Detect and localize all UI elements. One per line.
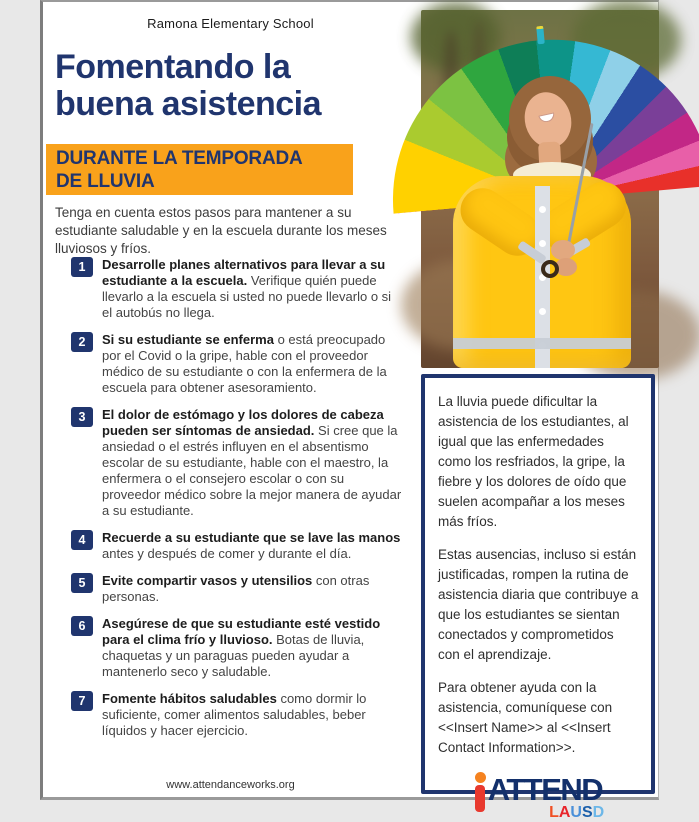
logo-i-dot-icon [475,772,486,783]
step-bold-lead: Desarrolle planes alternativos para llevar a su estudiante a la escuela. [102,257,386,288]
footer-url: www.attendanceworks.org [166,779,295,791]
info-paragraph-2: Estas ausencias, incluso si están justificadas, rompen la rutina de asistencia diaria que contribuye a que los estudiantes se sientan conectados y comprometidos con el aprendizaje. [438,547,639,662]
step-text [102,616,402,680]
step-bold-lead: El dolor de estómago y los dolores de cabeza pueden ser síntomas de ansiedad. [102,407,384,438]
page-title-line2: buena asistencia [55,84,322,123]
step-text [102,332,402,396]
lausd-letter: A [558,804,571,821]
step-rest: Verifique quién puede llevarlo a la escuela si usted no puede llevarlo o si el autobús no llega. [102,273,392,320]
logo-lausd-text [549,804,604,822]
step-rest: con otras personas. [102,573,370,604]
reflective-stripe-graphic [453,338,631,349]
lausd-letter: U [570,804,582,821]
step-bold-lead: Asegúrese de que su estudiante esté vestido para el clima frío y lluvioso. [102,616,381,647]
step-item-7 [71,691,407,739]
step-number-badge: 3 [71,407,93,427]
photo-child-umbrella [421,10,659,368]
step-rest: o está preocupado por el Covid o la gripe, hable con el proveedor médico de su estudiante o con la enfermera de la escuela para obtener asesoramiento. [102,332,387,395]
step-rest: Botas de lluvia, chaquetas y un paraguas pueden ayudar a mantenerlo seco y saludable. [102,632,365,679]
lausd-letter: S [581,804,593,821]
umbrella-handle-graphic [541,260,559,278]
step-item-3 [71,407,407,519]
step-text [102,530,402,562]
lausd-letter: D [592,804,605,821]
step-rest: Si cree que la ansiedad o el estrés influyen en el absentismo escolar de su estudiante, hable con el maestro, la enfermera o el consejero escolar o con su proveedor médico sobre la mejor manera de ayudar a su estudiante. [102,423,402,518]
info-box [421,374,655,821]
season-banner-line2: DE LLUVIA [56,170,155,192]
step-text [102,257,402,321]
step-item-4 [71,530,407,562]
step-bold-lead: Si su estudiante se enferma [102,332,274,347]
step-item-5 [71,573,407,605]
step-number-badge: 5 [71,573,93,593]
info-paragraph-1: La lluvia puede dificultar la asistencia de los estudiantes, al igual que las enfermedades como los resfriados, la gripe, la fiebre y los dolores de oído que suelen acompañar a los meses más fríos. [438,394,629,529]
step-text [102,573,402,605]
step-rest: antes y después de comer y durante el día. [102,546,352,561]
season-banner-line1: DURANTE LA TEMPORADA [56,148,303,169]
lausd-letter: L [549,804,559,821]
step-number-badge: 6 [71,616,93,636]
flyer-page [40,0,659,821]
steps-list [71,257,407,739]
logo-i-mark [475,771,486,812]
step-bold-lead: Evite compartir vasos y utensilios [102,573,313,588]
page-title [55,49,415,122]
step-item-6 [71,616,407,680]
step-bold-lead: Fomente hábitos saludables [102,691,277,706]
info-paragraph-3: Para obtener ayuda con la asistencia, comuníquese con <<Insert Name>> al <<Insert Contact Information>>. [438,680,613,755]
intro-text: Tenga en cuenta estos pasos para mantener a su estudiante saludable y en la escuela durante los meses lluviosos y fríos. [55,205,387,256]
step-text [102,407,402,519]
step-text [102,691,402,739]
step-number-badge: 1 [71,257,93,277]
school-name: Ramona Elementary School [147,16,314,31]
logo-i-stem-icon [475,785,485,812]
raincoat-buttons-graphic [539,206,546,213]
step-number-badge: 2 [71,332,93,352]
step-number-badge: 4 [71,530,93,550]
child-hand-graphic [551,240,575,260]
logo-inner [475,771,605,821]
iattend-lausd-logo [438,771,639,821]
page-title-line1: Fomentando la [55,48,291,86]
step-bold-lead: Recuerde a su estudiante que se lave las manos [102,530,401,545]
step-item-1 [71,257,407,321]
umbrella-tip-graphic [536,26,545,45]
step-number-badge: 7 [71,691,93,711]
season-banner [46,144,353,195]
step-item-2 [71,332,407,396]
logo-attend-text: ATTEND [487,772,603,807]
step-rest: como dormir lo suficiente, comer alimentos saludables, beber líquidos y hacer ejercicio. [102,691,367,738]
